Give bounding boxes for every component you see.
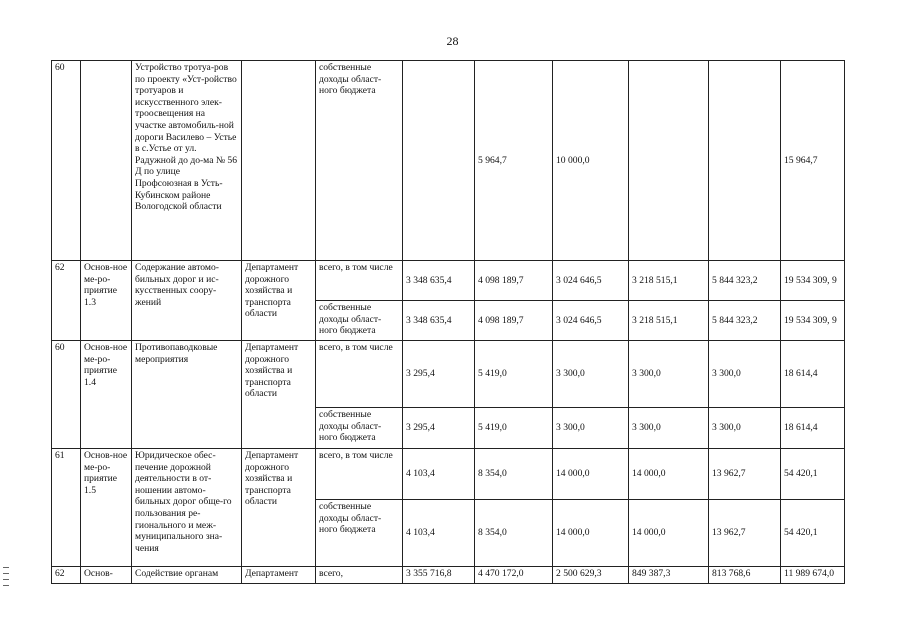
edge-mark: [3, 585, 9, 586]
value-cell: [709, 61, 781, 261]
value-cell: 3 218 515,1: [629, 261, 709, 301]
table-row: [52, 341, 845, 408]
value-cell: 5 844 323,2: [709, 261, 781, 301]
event-name: Содержание автомо-бильных дорог и ис-кусственных соору-жений: [132, 261, 242, 341]
event-name: Содействие органам: [132, 567, 242, 584]
source-label: всего, в том числе: [316, 341, 403, 408]
budget-table: [51, 60, 845, 584]
value-cell: 10 000,0: [553, 61, 629, 261]
table-row: [52, 261, 845, 301]
value-cell: 54 420,1: [781, 500, 845, 567]
row-number: 62: [52, 567, 81, 584]
value-cell: 15 964,7: [781, 61, 845, 261]
source-label: всего,: [316, 567, 403, 584]
executor: Департамент дорожного хозяйства и транспорта области: [242, 341, 316, 449]
value-cell: 3 300,0: [709, 341, 781, 408]
event-type: Основ-ное ме-ро-приятие 1.3: [81, 261, 132, 341]
executor: Департамент дорожного хозяйства и транспорта области: [242, 449, 316, 567]
value-cell: 3 300,0: [553, 408, 629, 449]
value-cell: 19 534 309, 9: [781, 261, 845, 301]
event-type: Основ-ное ме-ро-приятие 1.5: [81, 449, 132, 567]
row-number: 62: [52, 261, 81, 341]
value-cell: 3 348 635,4: [403, 301, 475, 341]
value-cell: 813 768,6: [709, 567, 781, 584]
value-cell: 4 470 172,0: [475, 567, 553, 584]
value-cell: 18 614,4: [781, 408, 845, 449]
edge-mark: [3, 579, 9, 580]
event-name: Устройство тротуа-ров по проекту «Уст-ройство тротуаров и искусственного элек-троосвещения на участке автомобиль-ной дороги Василево – Устье в с.Устье от ул. Радужной до до-ма № 56 Д по улице Профсоюзная в Усть-Кубинском районе Вологодской области: [132, 61, 242, 261]
value-cell: 13 962,7: [709, 500, 781, 567]
source-label: собственные доходы област-ного бюджета: [316, 301, 403, 341]
executor: Департамент дорожного хозяйства и транспорта области: [242, 261, 316, 341]
value-cell: 849 387,3: [629, 567, 709, 584]
value-cell: 5 419,0: [475, 408, 553, 449]
value-cell: 4 098 189,7: [475, 301, 553, 341]
value-cell: [403, 61, 475, 261]
source-label: собственные доходы област-ного бюджета: [316, 61, 403, 261]
value-cell: 13 962,7: [709, 449, 781, 500]
event-name: Противопаводковые мероприятия: [132, 341, 242, 449]
value-cell: 3 295,4: [403, 408, 475, 449]
value-cell: 3 300,0: [553, 341, 629, 408]
value-cell: 8 354,0: [475, 500, 553, 567]
value-cell: 3 024 646,5: [553, 301, 629, 341]
value-cell: 14 000,0: [629, 449, 709, 500]
event-type: [81, 61, 132, 261]
executor: Департамент: [242, 567, 316, 584]
value-cell: 3 300,0: [629, 408, 709, 449]
source-label: собственные доходы област-ного бюджета: [316, 500, 403, 567]
row-number: 60: [52, 341, 81, 449]
value-cell: 14 000,0: [629, 500, 709, 567]
value-cell: 5 844 323,2: [709, 301, 781, 341]
value-cell: 5 964,7: [475, 61, 553, 261]
value-cell: 5 419,0: [475, 341, 553, 408]
value-cell: 19 534 309, 9: [781, 301, 845, 341]
value-cell: 3 300,0: [709, 408, 781, 449]
table-row: [52, 61, 845, 261]
table-row: [52, 449, 845, 500]
value-cell: [629, 61, 709, 261]
edge-mark: [3, 567, 9, 568]
scan-edge-marks: [3, 562, 9, 598]
value-cell: 8 354,0: [475, 449, 553, 500]
row-number: 60: [52, 61, 81, 261]
page-number: 28: [446, 34, 459, 48]
value-cell: 4 103,4: [403, 500, 475, 567]
value-cell: 4 098 189,7: [475, 261, 553, 301]
executor: [242, 61, 316, 261]
table-row: [52, 567, 845, 584]
value-cell: 3 348 635,4: [403, 261, 475, 301]
value-cell: 3 218 515,1: [629, 301, 709, 341]
value-cell: 54 420,1: [781, 449, 845, 500]
value-cell: 2 500 629,3: [553, 567, 629, 584]
value-cell: 4 103,4: [403, 449, 475, 500]
source-label: собственные доходы област-ного бюджета: [316, 408, 403, 449]
value-cell: 3 024 646,5: [553, 261, 629, 301]
value-cell: 14 000,0: [553, 449, 629, 500]
edge-mark: [3, 573, 9, 574]
source-label: всего, в том числе: [316, 261, 403, 301]
event-type: Основ-ное ме-ро-приятие 1.4: [81, 341, 132, 449]
value-cell: 11 989 674,0: [781, 567, 845, 584]
source-label: всего, в том числе: [316, 449, 403, 500]
value-cell: 14 000,0: [553, 500, 629, 567]
value-cell: 3 355 716,8: [403, 567, 475, 584]
value-cell: 3 300,0: [629, 341, 709, 408]
row-number: 61: [52, 449, 81, 567]
event-type: Основ-: [81, 567, 132, 584]
event-name: Юридическое обес-печение дорожной деятельности в от-ношении автомо-бильных дорог обще-го пользования ре-гионального и меж-муниципального зна-чения: [132, 449, 242, 567]
value-cell: 3 295,4: [403, 341, 475, 408]
value-cell: 18 614,4: [781, 341, 845, 408]
